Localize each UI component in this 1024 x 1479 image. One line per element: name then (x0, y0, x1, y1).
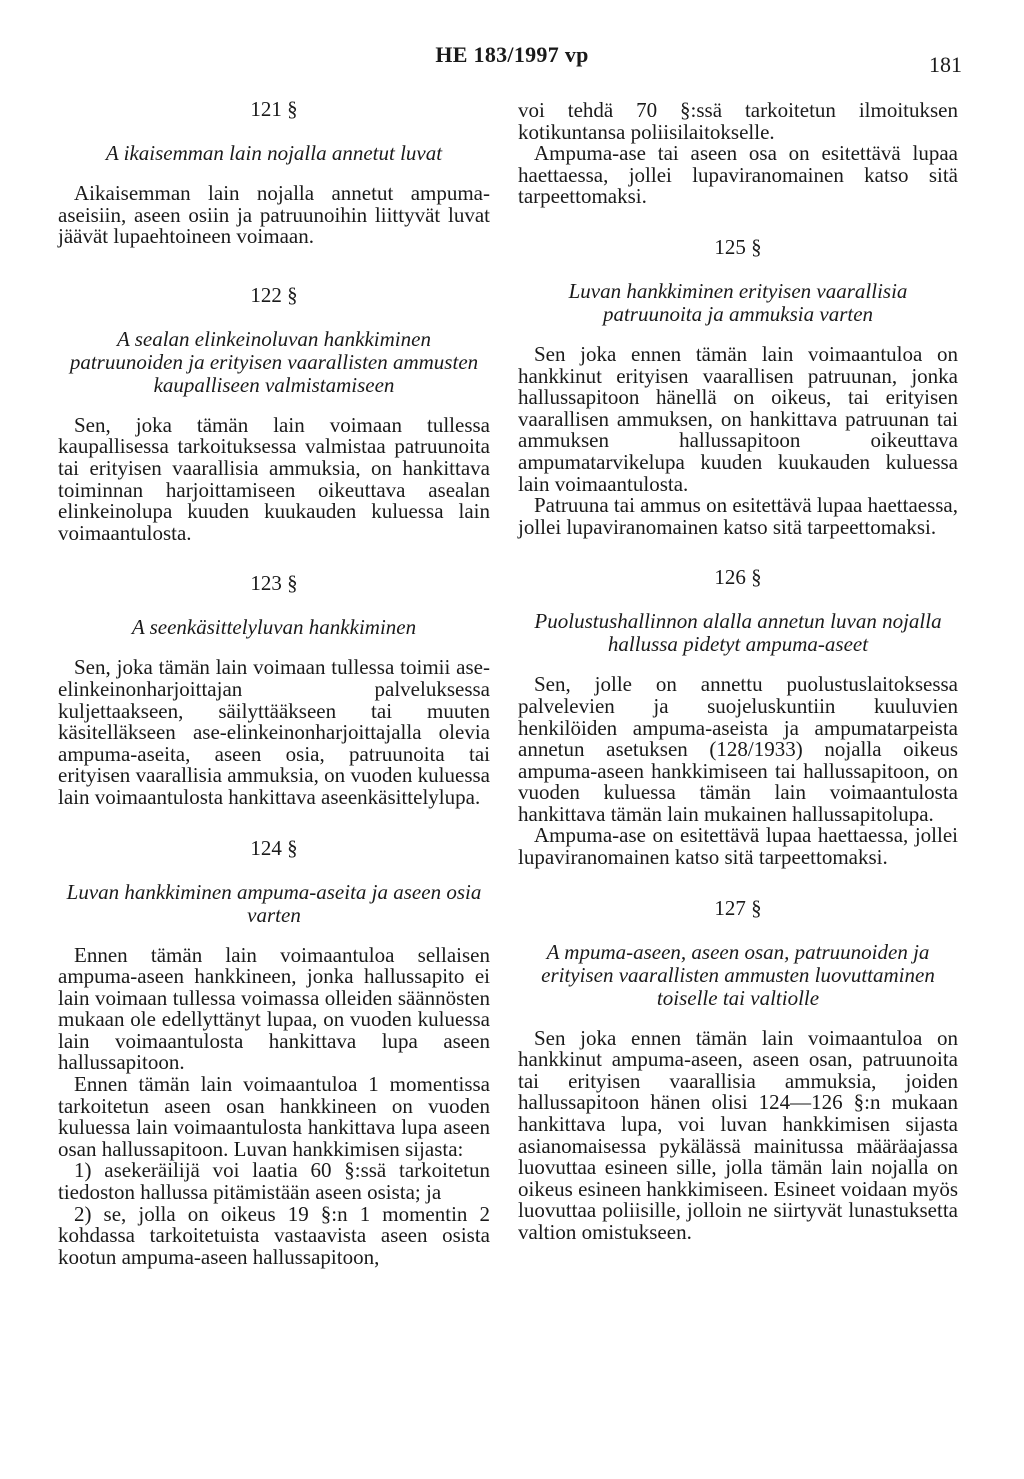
list-item: 2) se, jolla on oikeus 19 §:n 1 momentin 2 kohdassa tarkoitetuista vastaavista aseen osista kootun ampuma-aseen hallussapitoon, (58, 1201, 490, 1269)
paragraph: Ampuma-ase tai aseen osa on esitettävä lupaa haettaessa, jollei lupaviranomainen katso sitä tarpeettomaksi. (518, 141, 958, 209)
paragraph: Ampuma-ase on esitettävä lupaa haettaessa, jollei lupaviranomainen katso sitä tarpeettomaksi. (518, 823, 958, 870)
page-header-title: HE 183/1997 vp (435, 42, 589, 67)
section-title: Luvan hankkiminen ampuma-aseita ja aseen osia varten (66, 879, 482, 927)
paragraph: Sen, joka tämän lain voimaan tullessa toimii ase-elinkeinonharjoittajan palveluksessa kuljettaakseen, säilyttääkseen tai muuten käsitelläkseen ase-elinkeinonharjoittajalla olevia ampuma-aseita, aseen osia, patruunoita tai erityisen vaarallisia ammuksia, on vuoden kuluessa lain voimaantulosta hankittava aseenkäsittelylupa. (58, 655, 490, 809)
page-number: 181 (929, 52, 962, 77)
list-item: 1) asekeräilijä voi laatia 60 §:ssä tarkoitetun tiedoston hallussa pitämistään aseen osista; ja (58, 1158, 490, 1205)
section-title: A mpuma-aseen, aseen osan, patruunoiden ja erityisen vaarallisten ammusten luovuttaminen toiselle tai valtiolle (541, 939, 935, 1010)
paragraph: Sen, jolle on annettu puolustuslaitoksessa palvelevien ja suojeluskuntiin kuuluvien henkilöiden ampuma-aseista ja ampumatarpeista annetun asetuksen (128/1933) nojalla oikeus ampuma-aseen hankkimiseen tai hallussapitoon, on vuoden kuluessa tämän lain voimaantulosta hankittava tämän lain mukainen hallussapitolupa. (518, 672, 958, 826)
section-124 (58, 835, 490, 1269)
section-number: 122 § (250, 282, 298, 307)
paragraph: Ennen tämän lain voimaantuloa 1 momentissa tarkoitetun aseen osan hankkineen on vuoden kuluessa lain voimaantulosta hankittava lupa aseen osan hallussapitoon. Luvan hankkimisen sijasta: (58, 1072, 490, 1161)
section-122 (58, 282, 490, 545)
section-title: Puolustushallinnon alalla annetun luvan nojalla hallussa pidetyt ampuma-aseet (534, 609, 942, 657)
paragraph: voi tehdä 70 §:ssä tarkoitetun ilmoituksen kotikuntansa poliisilaitokselle. (518, 98, 958, 144)
section-125 (518, 234, 958, 538)
paragraph: Sen joka ennen tämän lain voimaantuloa on hankkinut ampuma-aseen, aseen osan, patruunoita tai erityisen vaarallisia ammuksia, joiden hallussapitoon hänen olisi 124—126 §:n mukaan hankittava lupa, voi luvan hankkimisen sijasta asianomaisessa pykälässä mainitussa määräajassa luovuttaa esineen sille, jolla tämän lain nojalla on oikeus esineen hankkimiseen. Esineet voidaan myös luovuttaa poliisille, jolloin ne siirtyvät lunastuksetta valtion omistukseen. (518, 1025, 958, 1244)
section-number: 123 § (250, 571, 298, 596)
section-title: Luvan hankkiminen erityisen vaarallisia patruunoita ja ammuksia varten (568, 278, 908, 326)
left-column (58, 96, 490, 1268)
section-number: 121 § (250, 97, 298, 121)
right-column (518, 100, 958, 1244)
section-127 (518, 895, 958, 1244)
section-title: A ikaisemman lain nojalla annetut luvat (105, 141, 443, 165)
section-123 (58, 570, 490, 808)
paragraph: Aikaisemman lain nojalla annetut ampuma-aseisiin, aseen osiin ja patruunoihin liittyvät luvat jäävät lupaehtoineen voimaan. (58, 181, 490, 249)
section-121 (58, 96, 490, 248)
section-number: 127 § (714, 895, 762, 920)
paragraph: Ennen tämän lain voimaantuloa sellaisen ampuma-aseen hankkineen, jonka hallussapito ei lain voimaan tullessa voimassa olleiden säännösten mukaan ole edellyttänyt lupaa, on vuoden kuluessa lain voimaantulosta hankittava lupa aseen hallussapitoon. (58, 942, 490, 1075)
paragraph: Sen, joka tämän lain voimaan tullessa kaupallisessa tarkoituksessa valmistaa patruunoita tai erityisen vaarallisia ammuksia, on hankittava toiminnan harjoittamiseen oikeuttava asealan elinkeinolupa kuuden kuukauden kuluessa lain voimaantulosta. (58, 412, 490, 545)
section-126 (518, 564, 958, 868)
section-number: 124 § (250, 835, 298, 860)
section-number: 126 § (714, 565, 762, 590)
paragraph: Patruuna tai ammus on esitettävä lupaa haettaessa, jollei lupaviranomainen katso sitä tarpeettomaksi. (518, 493, 958, 539)
paragraph: Sen joka ennen tämän lain voimaantuloa on hankkinut erityisen vaarallisen patruunan, jonka hallussapitoon hänellä on oikeus, tai erityisen vaarallisen ammuksen, on hankittava patruunan tai ammuksen hallussapitoon oikeuttava ampumatarvikelupa kuuden kuukauden kuluessa lain voimaantulosta. (518, 341, 958, 496)
section-number: 125 § (714, 234, 762, 259)
section-title: A sealan elinkeinoluvan hankkiminen patruunoiden ja erityisen vaarallisten ammusten kaupalliseen valmistamiseen (69, 326, 479, 397)
section-124-continued (518, 100, 958, 208)
section-title: A seenkäsittelyluvan hankkiminen (131, 615, 417, 640)
